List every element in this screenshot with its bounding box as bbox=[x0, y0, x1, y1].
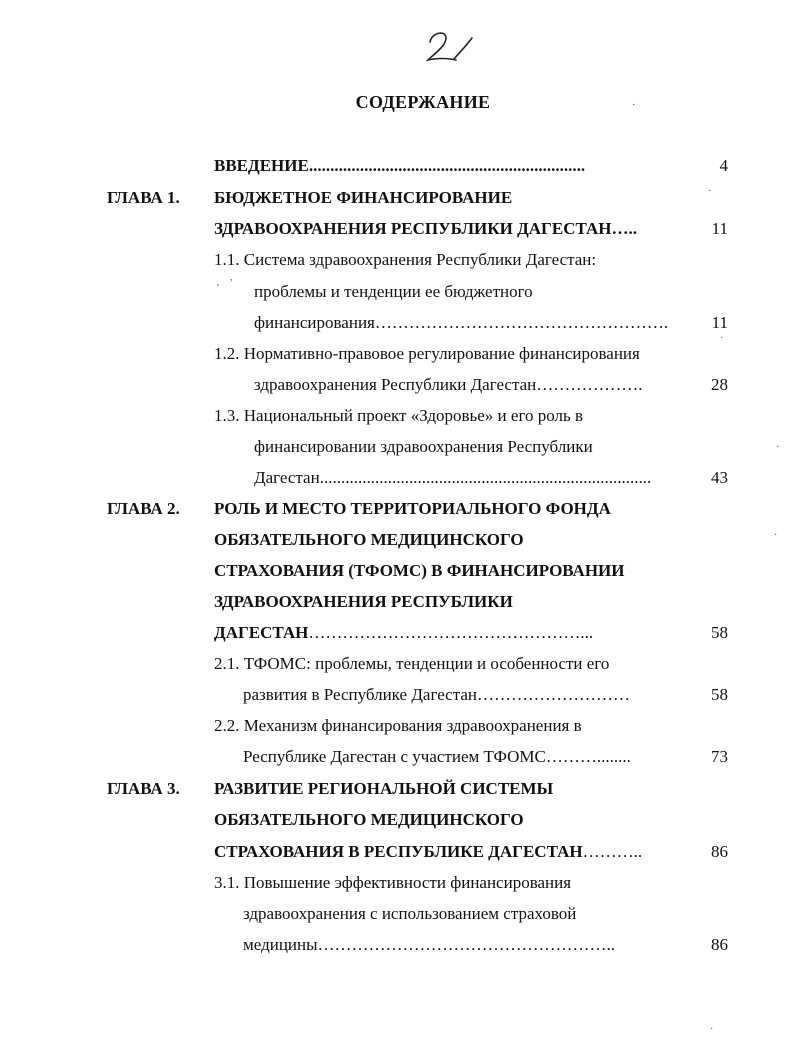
chapter-2-page: 58 bbox=[711, 623, 728, 642]
chapter-2-title-line-2: ОБЯЗАТЕЛЬНОГО МЕДИЦИНСКОГО bbox=[214, 530, 524, 549]
section-2-1-line-2: развития в Республике Дагестан bbox=[243, 685, 477, 704]
section-1-1-line-2: проблемы и тенденции ее бюджетного bbox=[254, 282, 533, 301]
chapter-3-title-line-2: ОБЯЗАТЕЛЬНОГО МЕДИЦИНСКОГО bbox=[214, 810, 524, 829]
toc-intro-label: ВВЕДЕНИЕ bbox=[214, 156, 309, 175]
toc-title: СОДЕРЖАНИЕ bbox=[355, 92, 491, 112]
chapter-3-title-line-3: СТРАХОВАНИЯ В РЕСПУБЛИКЕ ДАГЕСТАН bbox=[214, 842, 583, 861]
chapter-3-title-line-1: РАЗВИТИЕ РЕГИОНАЛЬНОЙ СИСТЕМЫ bbox=[214, 779, 554, 798]
section-2-2-line-2: Республике Дагестан с участием ТФОМС bbox=[243, 747, 546, 766]
section-3-1-line-3: медицины bbox=[243, 935, 318, 954]
chapter-3-number: ГЛАВА 3. bbox=[107, 779, 180, 798]
scan-speck: · bbox=[632, 100, 636, 111]
section-2-2-page: 73 bbox=[711, 747, 728, 766]
section-3-1-entry[interactable]: медицины…………………………………………….. bbox=[243, 935, 616, 954]
section-1-2-entry[interactable]: здравоохранения Республики Дагестан………………. bbox=[254, 375, 643, 394]
chapter-2-title-line-5: ДАГЕСТАН bbox=[214, 623, 309, 642]
chapter-2-title-line-3: СТРАХОВАНИЯ (ТФОМС) В ФИНАНСИРОВАНИИ bbox=[214, 561, 625, 580]
chapter-2-title-line-1: РОЛЬ И МЕСТО ТЕРРИТОРИАЛЬНОГО ФОНДА bbox=[214, 499, 611, 518]
section-1-2-page: 28 bbox=[711, 375, 728, 394]
chapter-2-title-entry[interactable]: ДАГЕСТАН…………………………………………... bbox=[214, 623, 594, 642]
chapter-3-page: 86 bbox=[711, 842, 728, 861]
scan-speck: · bbox=[774, 530, 778, 541]
scan-speck: · bbox=[710, 1024, 714, 1035]
section-1-1-line-1: 1.1. Система здравоохранения Республики Дагестан: bbox=[214, 250, 597, 269]
section-1-1-entry[interactable]: финансирования……………………………………………. bbox=[254, 313, 669, 332]
chapter-1-page: 11 bbox=[711, 219, 728, 238]
scan-speck: · bbox=[720, 333, 724, 344]
section-3-1-line-1: 3.1. Повышение эффективности финансирования bbox=[214, 873, 572, 892]
section-2-1-line-1: 2.1. ТФОМС: проблемы, тенденции и особенности его bbox=[214, 654, 610, 673]
handwritten-two-mark bbox=[420, 28, 480, 68]
chapter-1-title-line-2: ЗДРАВООХРАНЕНИЯ РЕСПУБЛИКИ ДАГЕСТАН bbox=[214, 219, 612, 238]
handwritten-page-number bbox=[420, 28, 480, 68]
section-1-3-page: 43 bbox=[711, 468, 728, 487]
section-3-1-page: 86 bbox=[711, 935, 728, 954]
section-2-1-page: 58 bbox=[711, 685, 728, 704]
chapter-2-title-line-4: ЗДРАВООХРАНЕНИЯ РЕСПУБЛИКИ bbox=[214, 592, 513, 611]
scan-speck: ' bbox=[217, 283, 219, 294]
toc-intro-page: 4 bbox=[719, 156, 728, 175]
scan-speck: · bbox=[708, 186, 712, 197]
scan-speck: · bbox=[776, 442, 780, 453]
toc-intro-entry[interactable]: ВВЕДЕНИЕ................................................................. bbox=[214, 156, 586, 175]
section-3-1-line-2: здравоохранения с использованием страховой bbox=[243, 904, 577, 923]
section-1-2-line-1: 1.2. Нормативно-правовое регулирование финансирования bbox=[214, 344, 640, 363]
chapter-1-title-line-1: БЮДЖЕТНОЕ ФИНАНСИРОВАНИЕ bbox=[214, 188, 513, 207]
section-1-3-entry[interactable]: Дагестан.............................................................................. bbox=[254, 468, 652, 487]
chapter-3-title-entry[interactable]: СТРАХОВАНИЯ В РЕСПУБЛИКЕ ДАГЕСТАН……….. bbox=[214, 842, 643, 861]
section-1-1-page: 11 bbox=[711, 313, 728, 332]
chapter-2-number: ГЛАВА 2. bbox=[107, 499, 180, 518]
section-1-2-line-2: здравоохранения Республики Дагестан bbox=[254, 375, 537, 394]
section-1-3-line-1: 1.3. Национальный проект «Здоровье» и его роль в bbox=[214, 406, 584, 425]
section-1-3-line-3: Дагестан bbox=[254, 468, 320, 487]
scan-speck: , bbox=[230, 272, 233, 283]
section-2-2-entry[interactable]: Республике Дагестан с участием ТФОМС………........ bbox=[243, 747, 631, 766]
section-1-1-line-3: финансирования bbox=[254, 313, 375, 332]
chapter-1-number: ГЛАВА 1. bbox=[107, 188, 180, 207]
section-2-1-entry[interactable]: развития в Республике Дагестан……………………… bbox=[243, 685, 630, 704]
section-2-2-line-1: 2.2. Механизм финансирования здравоохранения в bbox=[214, 716, 582, 735]
chapter-1-title-entry[interactable]: ЗДРАВООХРАНЕНИЯ РЕСПУБЛИКИ ДАГЕСТАН….. bbox=[214, 219, 637, 238]
section-1-3-line-2: финансировании здравоохранения Республики bbox=[254, 437, 593, 456]
